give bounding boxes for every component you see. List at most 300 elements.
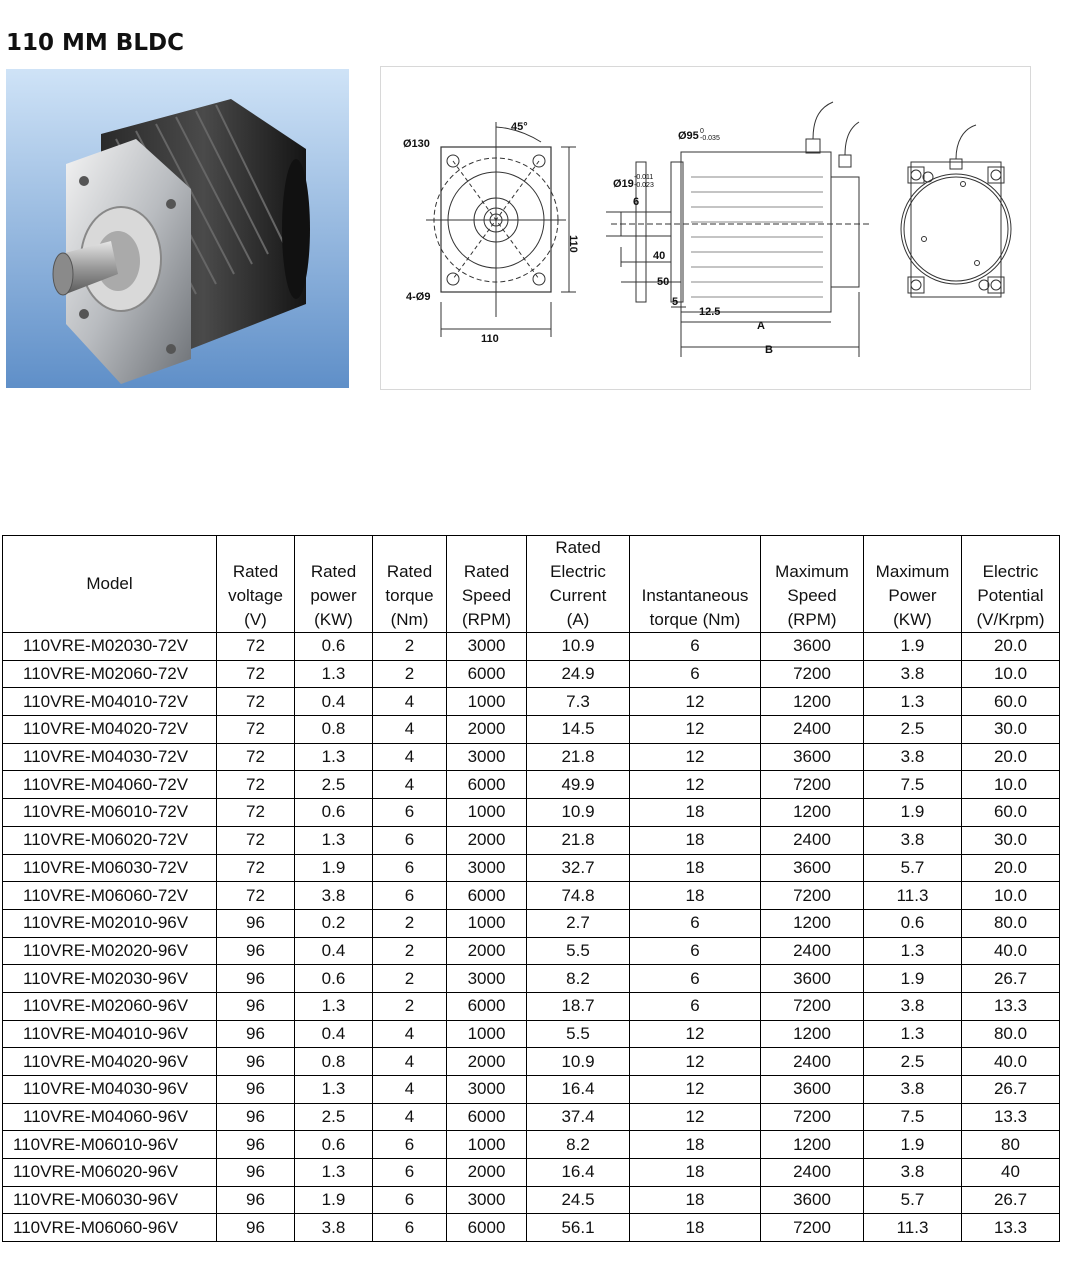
table-cell: 74.8 [527,882,630,910]
table-cell: 2.5 [864,1048,962,1076]
table-cell: 1.3 [864,688,962,716]
table-cell: 32.7 [527,854,630,882]
model-cell: 110VRE-M04020-72V [3,716,217,744]
table-cell: 72 [217,826,295,854]
table-cell: 7200 [761,1103,864,1131]
table-cell: 3600 [761,1076,864,1104]
table-cell: 3.8 [295,882,373,910]
table-cell: 3.8 [295,1214,373,1242]
table-cell: 30.0 [962,716,1060,744]
table-cell: 2 [373,660,447,688]
column-header-line: power [310,586,357,605]
table-cell: 6 [373,1131,447,1159]
dim-angle: 45° [511,121,528,133]
table-cell: 6000 [447,882,527,910]
dim-holes: 4-Ø9 [406,291,431,303]
column-header-line: Power [888,586,937,605]
table-cell: 2000 [447,1048,527,1076]
technical-drawing [380,66,1031,390]
table-cell: 8.2 [527,965,630,993]
table-cell: 1.3 [295,743,373,771]
table-cell: 7200 [761,992,864,1020]
table-row [3,799,1060,827]
table-cell: 26.7 [962,1186,1060,1214]
table-cell: 6000 [447,1214,527,1242]
table-cell: 6 [373,854,447,882]
dim-b: B [765,344,773,356]
table-cell: 0.4 [295,1020,373,1048]
table-cell: 7200 [761,660,864,688]
table-cell: 6 [373,826,447,854]
table-cell: 1200 [761,1020,864,1048]
table-cell: 2 [373,909,447,937]
column-header-line: Instantaneous [641,586,749,605]
table-cell: 72 [217,688,295,716]
column-header-line: (KW) [314,610,353,629]
table-cell: 3.8 [864,660,962,688]
table-cell: 0.6 [295,799,373,827]
table-row [3,771,1060,799]
column-header-line: torque (Nm) [649,610,741,629]
table-cell: 7.3 [527,688,630,716]
table-cell: 2.5 [864,716,962,744]
table-cell: 1.9 [864,1131,962,1159]
column-header-line: voltage [228,586,283,605]
table-cell: 96 [217,1214,295,1242]
side-view [606,102,871,357]
table-row [3,1159,1060,1187]
table-cell: 0.6 [295,1131,373,1159]
column-header-line: Electric [982,562,1039,581]
table-cell: 1200 [761,799,864,827]
table-cell: 12 [630,1020,761,1048]
table-cell: 30.0 [962,826,1060,854]
table-cell: 12 [630,771,761,799]
table-cell: 72 [217,882,295,910]
column-header [761,536,864,633]
table-cell: 12 [630,743,761,771]
dim-d19: Ø19 [613,178,634,190]
table-cell: 4 [373,1076,447,1104]
table-row [3,854,1060,882]
table-cell: 2400 [761,937,864,965]
table-cell: 10.0 [962,660,1060,688]
table-cell: 96 [217,1159,295,1187]
table-cell: 18 [630,1159,761,1187]
column-header-line: Current [549,586,607,605]
table-cell: 1.3 [295,1159,373,1187]
table-cell: 2400 [761,1159,864,1187]
table-cell: 49.9 [527,771,630,799]
table-cell: 3.8 [864,1076,962,1104]
table-cell: 18 [630,826,761,854]
table-cell: 18 [630,799,761,827]
table-cell: 2 [373,992,447,1020]
table-cell: 2000 [447,1159,527,1187]
page-title: 110 MM BLDC [6,30,184,56]
column-header-line: (KW) [893,610,932,629]
model-cell: 110VRE-M04030-96V [3,1076,217,1104]
front-view [426,122,576,337]
table-cell: 10.0 [962,882,1060,910]
table-cell: 3600 [761,854,864,882]
table-cell: 7.5 [864,771,962,799]
column-header-line: Electric [550,562,606,581]
column-header-line: Model [86,574,133,593]
table-cell: 4 [373,716,447,744]
table-cell: 7.5 [864,1103,962,1131]
table-cell: 1.3 [295,826,373,854]
model-cell: 110VRE-M04060-72V [3,771,217,799]
table-cell: 2400 [761,1048,864,1076]
model-cell: 110VRE-M02010-96V [3,909,217,937]
column-header-line: (V/Krpm) [976,610,1045,629]
table-cell: 5.5 [527,937,630,965]
model-cell: 110VRE-M04020-96V [3,1048,217,1076]
table-cell: 12 [630,1103,761,1131]
table-cell: 18 [630,1131,761,1159]
table-cell: 1200 [761,1131,864,1159]
table-row [3,992,1060,1020]
table-cell: 12 [630,716,761,744]
dim-40: 40 [653,250,666,262]
table-cell: 3.8 [864,826,962,854]
table-row [3,1048,1060,1076]
table-row [3,743,1060,771]
table-cell: 20.0 [962,743,1060,771]
table-cell: 40.0 [962,937,1060,965]
table-cell: 1000 [447,799,527,827]
table-cell: 2000 [447,826,527,854]
column-header-line: (RPM) [461,610,512,629]
column-header-line: (A) [566,610,590,629]
dim-d19-tol-top: -0.011 [634,174,654,181]
column-header-line: Rated [555,538,601,557]
table-cell: 0.8 [295,1048,373,1076]
table-cell: 1.9 [295,854,373,882]
table-cell: 24.5 [527,1186,630,1214]
column-header-line: Maximum [875,562,950,581]
table-cell: 72 [217,716,295,744]
table-row [3,1186,1060,1214]
dim-50: 50 [657,276,670,288]
table-cell: 26.7 [962,1076,1060,1104]
table-cell: 10.9 [527,799,630,827]
column-header-line: Rated [386,562,433,581]
table-cell: 56.1 [527,1214,630,1242]
table-cell: 72 [217,854,295,882]
table-cell: 2400 [761,716,864,744]
table-cell: 40 [962,1159,1060,1187]
table-cell: 18 [630,882,761,910]
table-cell: 3600 [761,743,864,771]
dim-width: 110 [481,333,499,345]
model-cell: 110VRE-M04010-96V [3,1020,217,1048]
column-header [295,536,373,633]
table-cell: 1000 [447,909,527,937]
table-cell: 96 [217,1048,295,1076]
table-cell: 1000 [447,1020,527,1048]
table-cell: 13.3 [962,1103,1060,1131]
table-cell: 37.4 [527,1103,630,1131]
table-cell: 96 [217,992,295,1020]
dim-12-5: 12.5 [699,306,721,318]
column-header [447,536,527,633]
table-row [3,633,1060,661]
table-cell: 2.5 [295,1103,373,1131]
table-cell: 13.3 [962,992,1060,1020]
table-cell: 6000 [447,992,527,1020]
table-cell: 4 [373,688,447,716]
table-cell: 3600 [761,633,864,661]
table-cell: 3600 [761,965,864,993]
table-cell: 80.0 [962,1020,1060,1048]
table-cell: 96 [217,965,295,993]
table-cell: 72 [217,799,295,827]
table-cell: 7200 [761,1214,864,1242]
table-cell: 20.0 [962,854,1060,882]
column-header-line: Speed [787,586,837,605]
table-row [3,1076,1060,1104]
rear-view [901,125,1011,297]
table-cell: 1.3 [864,937,962,965]
table-row [3,1020,1060,1048]
model-cell: 110VRE-M06010-96V [3,1131,217,1159]
table-cell: 0.2 [295,909,373,937]
table-row [3,826,1060,854]
table-cell: 2 [373,965,447,993]
dim-d95: Ø95 [678,130,699,142]
table-cell: 6 [373,1214,447,1242]
table-row [3,1131,1060,1159]
table-cell: 10.9 [527,1048,630,1076]
table-cell: 6 [630,937,761,965]
table-cell: 12 [630,688,761,716]
table-cell: 3000 [447,1076,527,1104]
table-cell: 3000 [447,965,527,993]
table-cell: 1.9 [864,965,962,993]
table-cell: 4 [373,1020,447,1048]
table-cell: 0.6 [295,633,373,661]
table-cell: 3600 [761,1186,864,1214]
table-cell: 6000 [447,771,527,799]
table-cell: 60.0 [962,799,1060,827]
dim-key: 6 [633,196,640,208]
table-cell: 3.8 [864,1159,962,1187]
column-header [962,536,1060,633]
table-row [3,882,1060,910]
column-header-line: Maximum [775,562,849,581]
table-cell: 4 [373,743,447,771]
model-cell: 110VRE-M04010-72V [3,688,217,716]
table-cell: 8.2 [527,1131,630,1159]
table-row [3,909,1060,937]
column-header [217,536,295,633]
table-cell: 2000 [447,716,527,744]
table-cell: 80 [962,1131,1060,1159]
table-cell: 4 [373,1048,447,1076]
column-header-line: Rated [310,562,357,581]
column-header [373,536,447,633]
table-cell: 6000 [447,660,527,688]
table-row [3,965,1060,993]
table-cell: 10.9 [527,633,630,661]
table-cell: 40.0 [962,1048,1060,1076]
table-cell: 2.7 [527,909,630,937]
table-cell: 72 [217,771,295,799]
table-cell: 18.7 [527,992,630,1020]
table-cell: 6000 [447,1103,527,1131]
table-cell: 96 [217,909,295,937]
table-cell: 96 [217,1020,295,1048]
table-cell: 1.9 [864,799,962,827]
table-cell: 96 [217,1186,295,1214]
table-cell: 6 [373,882,447,910]
table-cell: 6 [373,1159,447,1187]
model-cell: 110VRE-M06020-96V [3,1159,217,1187]
table-cell: 6 [630,965,761,993]
table-cell: 3000 [447,854,527,882]
table-cell: 6 [630,633,761,661]
column-header [630,536,761,633]
table-cell: 20.0 [962,633,1060,661]
table-cell: 2 [373,937,447,965]
table-cell: 13.3 [962,1214,1060,1242]
table-cell: 2 [373,633,447,661]
table-cell: 6 [373,799,447,827]
model-cell: 110VRE-M02060-72V [3,660,217,688]
motor-photo [6,69,349,388]
table-cell: 11.3 [864,882,962,910]
table-cell: 18 [630,1214,761,1242]
column-header-line: Rated [232,562,279,581]
model-cell: 110VRE-M02060-96V [3,992,217,1020]
table-cell: 6 [630,992,761,1020]
spec-table [2,535,1060,1242]
dim-5: 5 [672,296,679,308]
table-row [3,716,1060,744]
table-cell: 72 [217,633,295,661]
table-cell: 0.8 [295,716,373,744]
column-header-line: (V) [244,610,267,629]
table-cell: 18 [630,1186,761,1214]
table-cell: 1.3 [295,992,373,1020]
table-cell: 60.0 [962,688,1060,716]
column-header [527,536,630,633]
table-cell: 1.3 [295,1076,373,1104]
table-row [3,937,1060,965]
table-cell: 5.7 [864,854,962,882]
table-cell: 4 [373,771,447,799]
table-cell: 16.4 [527,1159,630,1187]
table-cell: 12 [630,1076,761,1104]
table-cell: 2400 [761,826,864,854]
model-cell: 110VRE-M06030-96V [3,1186,217,1214]
model-cell: 110VRE-M06030-72V [3,854,217,882]
table-cell: 1000 [447,1131,527,1159]
table-cell: 3000 [447,633,527,661]
model-cell: 110VRE-M02030-72V [3,633,217,661]
column-header-line: Speed [461,586,512,605]
table-row [3,1214,1060,1242]
table-cell: 16.4 [527,1076,630,1104]
model-cell: 110VRE-M06060-96V [3,1214,217,1242]
dim-height: 110 [567,235,579,253]
table-cell: 21.8 [527,826,630,854]
table-cell: 0.4 [295,688,373,716]
dim-d95-tol-bottom: -0.035 [700,135,720,142]
dim-d19-tol-bottom: -0.023 [634,182,654,189]
table-cell: 1.9 [864,633,962,661]
table-cell: 96 [217,1103,295,1131]
table-cell: 5.7 [864,1186,962,1214]
model-cell: 110VRE-M06060-72V [3,882,217,910]
column-header-line: (Nm) [390,610,429,629]
table-cell: 0.6 [295,965,373,993]
table-cell: 96 [217,1076,295,1104]
model-cell: 110VRE-M02020-96V [3,937,217,965]
column-header-line: Potential [977,586,1044,605]
column-header-line: torque [385,586,434,605]
model-cell: 110VRE-M02030-96V [3,965,217,993]
model-cell: 110VRE-M06010-72V [3,799,217,827]
column-header [3,536,217,633]
table-cell: 6 [373,1186,447,1214]
table-cell: 1.9 [295,1186,373,1214]
dim-a: A [757,320,765,332]
table-cell: 96 [217,1131,295,1159]
table-row [3,660,1060,688]
dim-d130: Ø130 [403,138,430,150]
table-cell: 3.8 [864,992,962,1020]
table-cell: 1200 [761,909,864,937]
table-cell: 72 [217,660,295,688]
table-cell: 72 [217,743,295,771]
table-cell: 26.7 [962,965,1060,993]
table-cell: 2.5 [295,771,373,799]
dim-d95-tol-top: 0 [700,128,704,135]
table-cell: 80.0 [962,909,1060,937]
table-header-row [3,536,1060,633]
table-cell: 0.6 [864,909,962,937]
table-cell: 1000 [447,688,527,716]
table-cell: 3000 [447,743,527,771]
table-cell: 5.5 [527,1020,630,1048]
column-header [864,536,962,633]
table-cell: 3.8 [864,743,962,771]
table-row [3,688,1060,716]
table-cell: 4 [373,1103,447,1131]
table-cell: 7200 [761,771,864,799]
table-cell: 3000 [447,1186,527,1214]
model-cell: 110VRE-M04060-96V [3,1103,217,1131]
table-cell: 6 [630,909,761,937]
table-cell: 14.5 [527,716,630,744]
table-cell: 12 [630,1048,761,1076]
table-cell: 11.3 [864,1214,962,1242]
table-cell: 7200 [761,882,864,910]
table-cell: 1.3 [864,1020,962,1048]
table-cell: 1.3 [295,660,373,688]
model-cell: 110VRE-M06020-72V [3,826,217,854]
model-cell: 110VRE-M04030-72V [3,743,217,771]
table-cell: 6 [630,660,761,688]
table-cell: 21.8 [527,743,630,771]
column-header-line: (RPM) [787,610,837,629]
table-cell: 18 [630,854,761,882]
table-row [3,1103,1060,1131]
table-cell: 24.9 [527,660,630,688]
